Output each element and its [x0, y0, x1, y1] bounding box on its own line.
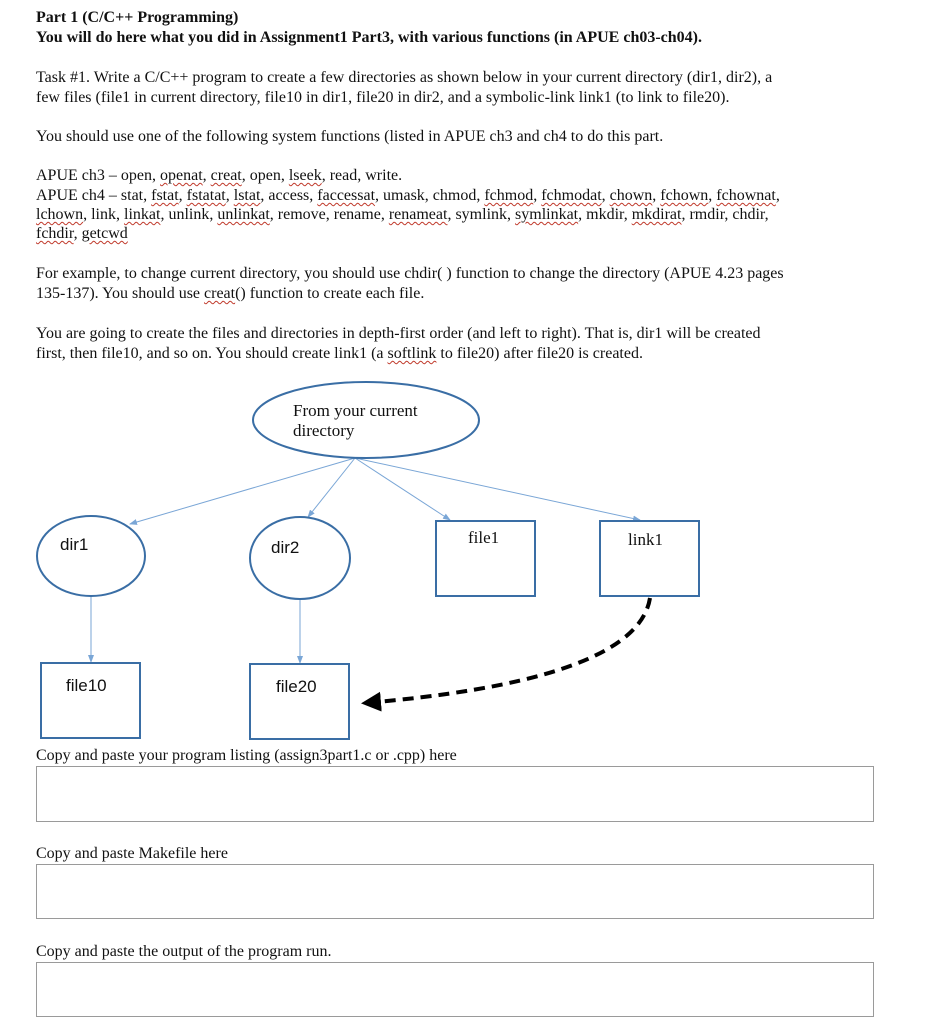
- dir1-label: dir1: [60, 535, 89, 554]
- edge-root-to-link1: [355, 458, 640, 520]
- example-line-1: For example, to change current directory, you should use chdir( ) function to change the directory (APUE 4.23 pages: [36, 265, 784, 282]
- function-separator: ,: [507, 206, 516, 223]
- function-name: write: [365, 167, 399, 184]
- function-name: link: [91, 206, 116, 223]
- file10-label: file10: [66, 676, 107, 695]
- function-separator: ,: [116, 206, 124, 223]
- function-separator: ,: [225, 187, 234, 204]
- symlink-arrow: [365, 598, 650, 703]
- function-name: lstat: [233, 187, 261, 204]
- function-name: fchmodat: [541, 187, 602, 204]
- function-name: access: [268, 187, 310, 204]
- example-line-2: 135-137). You should use creat() function to create each file.: [36, 285, 425, 302]
- dir2-node: [250, 517, 350, 599]
- function-name: faccessat: [317, 187, 376, 204]
- root-directory-label: From your current directory: [293, 401, 418, 440]
- function-separator: ,: [380, 206, 389, 223]
- function-separator: ,: [578, 206, 587, 223]
- function-name: mkdirat: [631, 206, 682, 223]
- makefile-label: Copy and paste Makefile here: [36, 845, 228, 862]
- order-line-1: You are going to create the files and directories in depth-first order (and left to right). That is, dir1 will be created: [36, 325, 761, 342]
- dir2-label: dir2: [271, 538, 300, 557]
- function-name: symlinkat: [515, 206, 579, 223]
- function-name: stat: [120, 187, 144, 204]
- function-separator: ,: [260, 187, 269, 204]
- function-name: mkdir: [586, 206, 624, 223]
- function-name: rmdir: [689, 206, 725, 223]
- function-separator: ,: [724, 206, 733, 223]
- function-name: read: [329, 167, 358, 184]
- apue-ch3-functions: APUE ch3 – open, openat, creat, open, lseek, read, write.: [36, 167, 403, 184]
- function-separator: ,: [623, 206, 632, 223]
- edge-root-to-dir2: [308, 458, 355, 517]
- file20-label: file20: [276, 677, 317, 696]
- function-separator: ,: [764, 206, 769, 223]
- function-separator: ,: [681, 206, 690, 223]
- function-separator: ,: [241, 167, 250, 184]
- part-title: Part 1 (C/C++ Programming): [36, 9, 239, 26]
- program-listing-box[interactable]: [36, 766, 874, 822]
- function-separator: ,: [321, 167, 330, 184]
- function-separator: ,: [325, 206, 334, 223]
- dir1-node: [37, 516, 145, 596]
- function-separator: ,: [73, 225, 82, 242]
- function-separator: ,: [476, 187, 485, 204]
- function-name: fchown: [660, 187, 709, 204]
- function-separator: ,: [209, 206, 218, 223]
- function-separator: ,: [202, 167, 211, 184]
- function-separator: ,: [83, 206, 92, 223]
- function-name: symlink: [455, 206, 508, 223]
- file20-node: [250, 664, 349, 739]
- function-name: fstatat: [186, 187, 226, 204]
- function-name: unlink: [168, 206, 210, 223]
- task-line-1: Task #1. Write a C/C++ program to create a few directories as shown below in your current directory (dir1, dir2), a: [36, 69, 773, 86]
- edge-root-to-file1: [355, 458, 450, 520]
- function-separator: ,: [775, 187, 780, 204]
- assignment-subtitle: You will do here what you did in Assignment1 Part3, with various functions (in APUE ch03-ch04).: [36, 29, 702, 46]
- function-name: lseek: [288, 167, 322, 184]
- function-name: rename: [333, 206, 381, 223]
- function-name: creat: [210, 167, 242, 184]
- function-name: getcwd: [81, 225, 128, 242]
- function-name: lchown: [36, 206, 84, 223]
- function-name: remove: [277, 206, 326, 223]
- function-separator: ,: [143, 187, 152, 204]
- function-name: unlinkat: [217, 206, 270, 223]
- function-separator: ,: [652, 187, 661, 204]
- function-name: open: [249, 167, 281, 184]
- function-separator: ,: [375, 187, 384, 204]
- function-separator: ,: [152, 167, 160, 184]
- function-separator: ,: [357, 167, 366, 184]
- function-separator: .: [398, 167, 403, 184]
- function-name: fstat: [151, 187, 179, 204]
- function-name: chown: [609, 187, 653, 204]
- function-instruction: You should use one of the following system functions (listed in APUE ch3 and ch4 to do this part.: [36, 128, 664, 145]
- file10-node: [41, 663, 140, 738]
- function-name: openat: [160, 167, 203, 184]
- program-listing-label: Copy and paste your program listing (assign3part1.c or .cpp) here: [36, 747, 457, 764]
- program-output-label: Copy and paste the output of the program run.: [36, 943, 332, 960]
- function-separator: ,: [708, 187, 717, 204]
- function-separator: ,: [424, 187, 433, 204]
- function-name: linkat: [124, 206, 161, 223]
- function-name: chmod: [432, 187, 477, 204]
- function-name: renameat: [388, 206, 448, 223]
- function-name: chdir: [732, 206, 765, 223]
- order-line-2: first, then file10, and so on. You should create link1 (a softlink to file20) after file20 is created.: [36, 345, 643, 362]
- program-output-box[interactable]: [36, 962, 874, 1017]
- function-separator: ,: [447, 206, 456, 223]
- function-name: open: [120, 167, 152, 184]
- function-separator: ,: [280, 167, 289, 184]
- edge-root-to-dir1: [130, 458, 355, 524]
- function-separator: ,: [269, 206, 278, 223]
- file1-label: file1: [468, 528, 500, 547]
- function-separator: ,: [178, 187, 187, 204]
- task-line-2: few files (file1 in current directory, file10 in dir1, file20 in dir2, and a symbolic-link link1 (to link to file20).: [36, 89, 730, 106]
- function-separator: ,: [309, 187, 318, 204]
- function-separator: ,: [533, 187, 542, 204]
- function-separator: ,: [601, 187, 610, 204]
- function-separator: ,: [160, 206, 169, 223]
- function-name: umask: [383, 187, 425, 204]
- apue-ch4-functions-line-1: APUE ch4 – stat, fstat, fstatat, lstat, access, faccessat, umask, chmod, fchmod, fchmodat, chown, fchown, fchownat,: [36, 187, 780, 204]
- function-name: fchmod: [484, 187, 534, 204]
- function-name: fchownat: [716, 187, 776, 204]
- function-name: fchdir: [36, 225, 74, 242]
- makefile-box[interactable]: [36, 864, 874, 919]
- link1-label: link1: [628, 530, 663, 549]
